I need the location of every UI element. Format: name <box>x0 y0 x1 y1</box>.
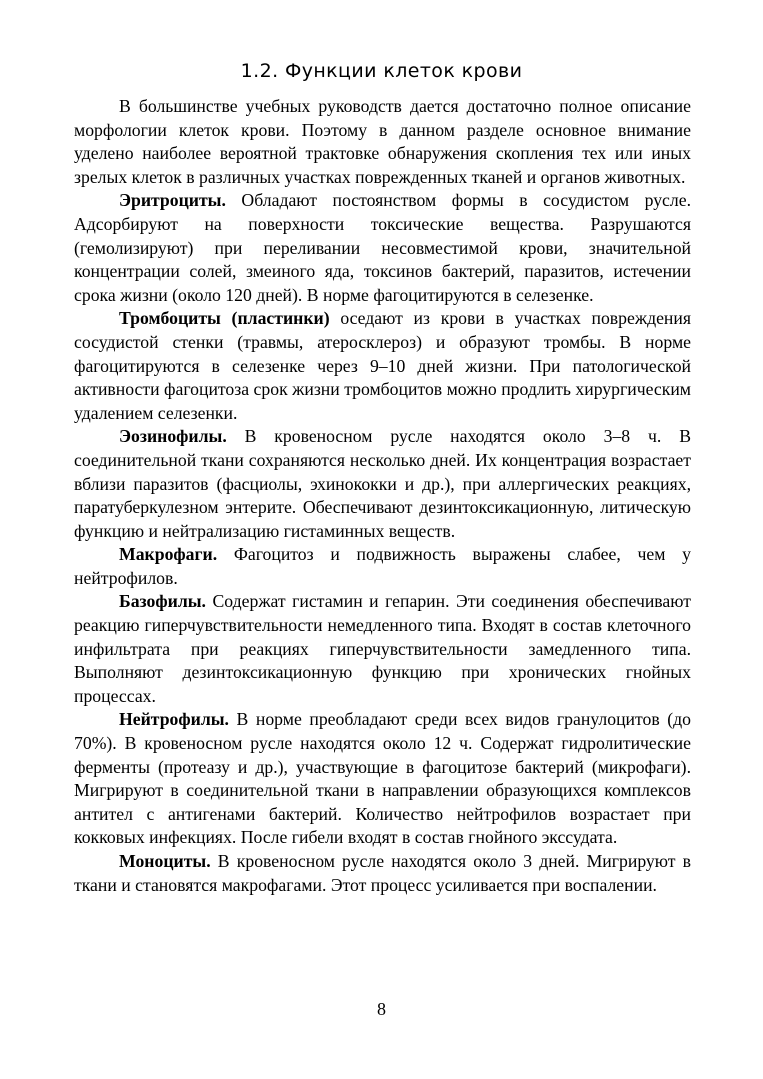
term-neutrophils: Нейтрофилы. <box>119 709 229 730</box>
term-eosinophils: Эозинофилы. <box>119 426 227 447</box>
paragraph-text: В большинстве учебных руководств дается достаточно полное описание морфологии клеток крови. Поэтому в данном разделе основное внимание уделено наиболее вероятной трактовке обнаружения скопления тех или иных зрелых клеток в различных участках поврежденных тканей и органов животных. <box>74 96 691 187</box>
paragraph-macrophages <box>74 543 691 590</box>
term-thrombocytes: Тромбоциты (пластинки) <box>119 308 330 329</box>
term-macrophages: Макрофаги. <box>119 544 218 565</box>
paragraph-eosinophils <box>74 425 691 543</box>
paragraph-monocytes <box>74 850 691 897</box>
paragraph-text: В кровеносном русле находятся около 3–8 ч. В соединительной ткани сохраняются несколько дней. Их концентрация возрастает вблизи паразитов (фасциолы, эхинококки и др.), при аллергических реакциях, паратуберкулезном энтерите. Обеспечивают дезинтоксикационную, литическую функцию и нейтрализацию гистаминных веществ. <box>74 426 691 541</box>
paragraph-thrombocytes <box>74 307 691 425</box>
paragraph-erythrocytes <box>74 189 691 307</box>
page-number: 8 <box>377 999 386 1019</box>
paragraph-text: оседают из крови в участках повреждения сосудистой стенки (травмы, атеросклероз) и образуют тромбы. В норме фагоцитируются в селезенке через 9–10 дней жизни. При патологической активности фагоцитоза срок жизни тромбоцитов можно продлить хирургическим удалением селезенки. <box>74 308 691 423</box>
body-text <box>74 95 691 897</box>
paragraph-text: В норме преобладают среди всех видов гранулоцитов (до 70%). В кровеносном русле находятся около 12 ч. Содержат гидролитические ферменты (протеазу и др.), участвующие в фагоцитозе бактерий (микрофаги). Мигрируют в соединительной ткани в направлении образующихся комплексов антител с антигенами бактерий. Количество нейтрофилов возрастает при кокковых инфекциях. После гибели входят в состав гнойного экссудата. <box>74 709 691 848</box>
section-title: 1.2. Функции клеток крови <box>240 60 523 82</box>
paragraph-intro <box>74 95 691 189</box>
paragraph-basophils <box>74 590 691 708</box>
term-monocytes: Моноциты. <box>119 851 211 871</box>
paragraph-text: Фагоцитоз и подвижность выражены слабее, чем у нейтрофилов. <box>74 544 691 588</box>
paragraph-text: Обладают постоянством формы в сосудистом русле. Адсорбируют на поверхности токсические вещества. Разрушаются (гемолизируют) при переливании несовместимой крови, значительной концентрации солей, змеиного яда, токсинов бактерий, паразитов, истечении срока жизни (около 120 дней). В норме фагоцитируются в селезенке. <box>74 190 691 305</box>
paragraph-neutrophils <box>74 708 691 850</box>
term-erythrocytes: Эритроциты. <box>119 190 226 211</box>
paragraph-text: Содержат гистамин и гепарин. Эти соединения обеспечивают реакцию гиперчувствительности немедленного типа. Входят в состав клеточного инфильтрата при реакциях гиперчувствительности замедленного типа. Выполняют дезинтоксикационную функцию при хронических гнойных процессах. <box>74 591 691 706</box>
term-basophils: Базофилы. <box>119 591 206 612</box>
paragraph-text: В кровеносном русле находятся около 3 дней. Мигрируют в ткани и становятся макрофагами. Этот процесс усиливается при воспалении. <box>74 851 691 895</box>
